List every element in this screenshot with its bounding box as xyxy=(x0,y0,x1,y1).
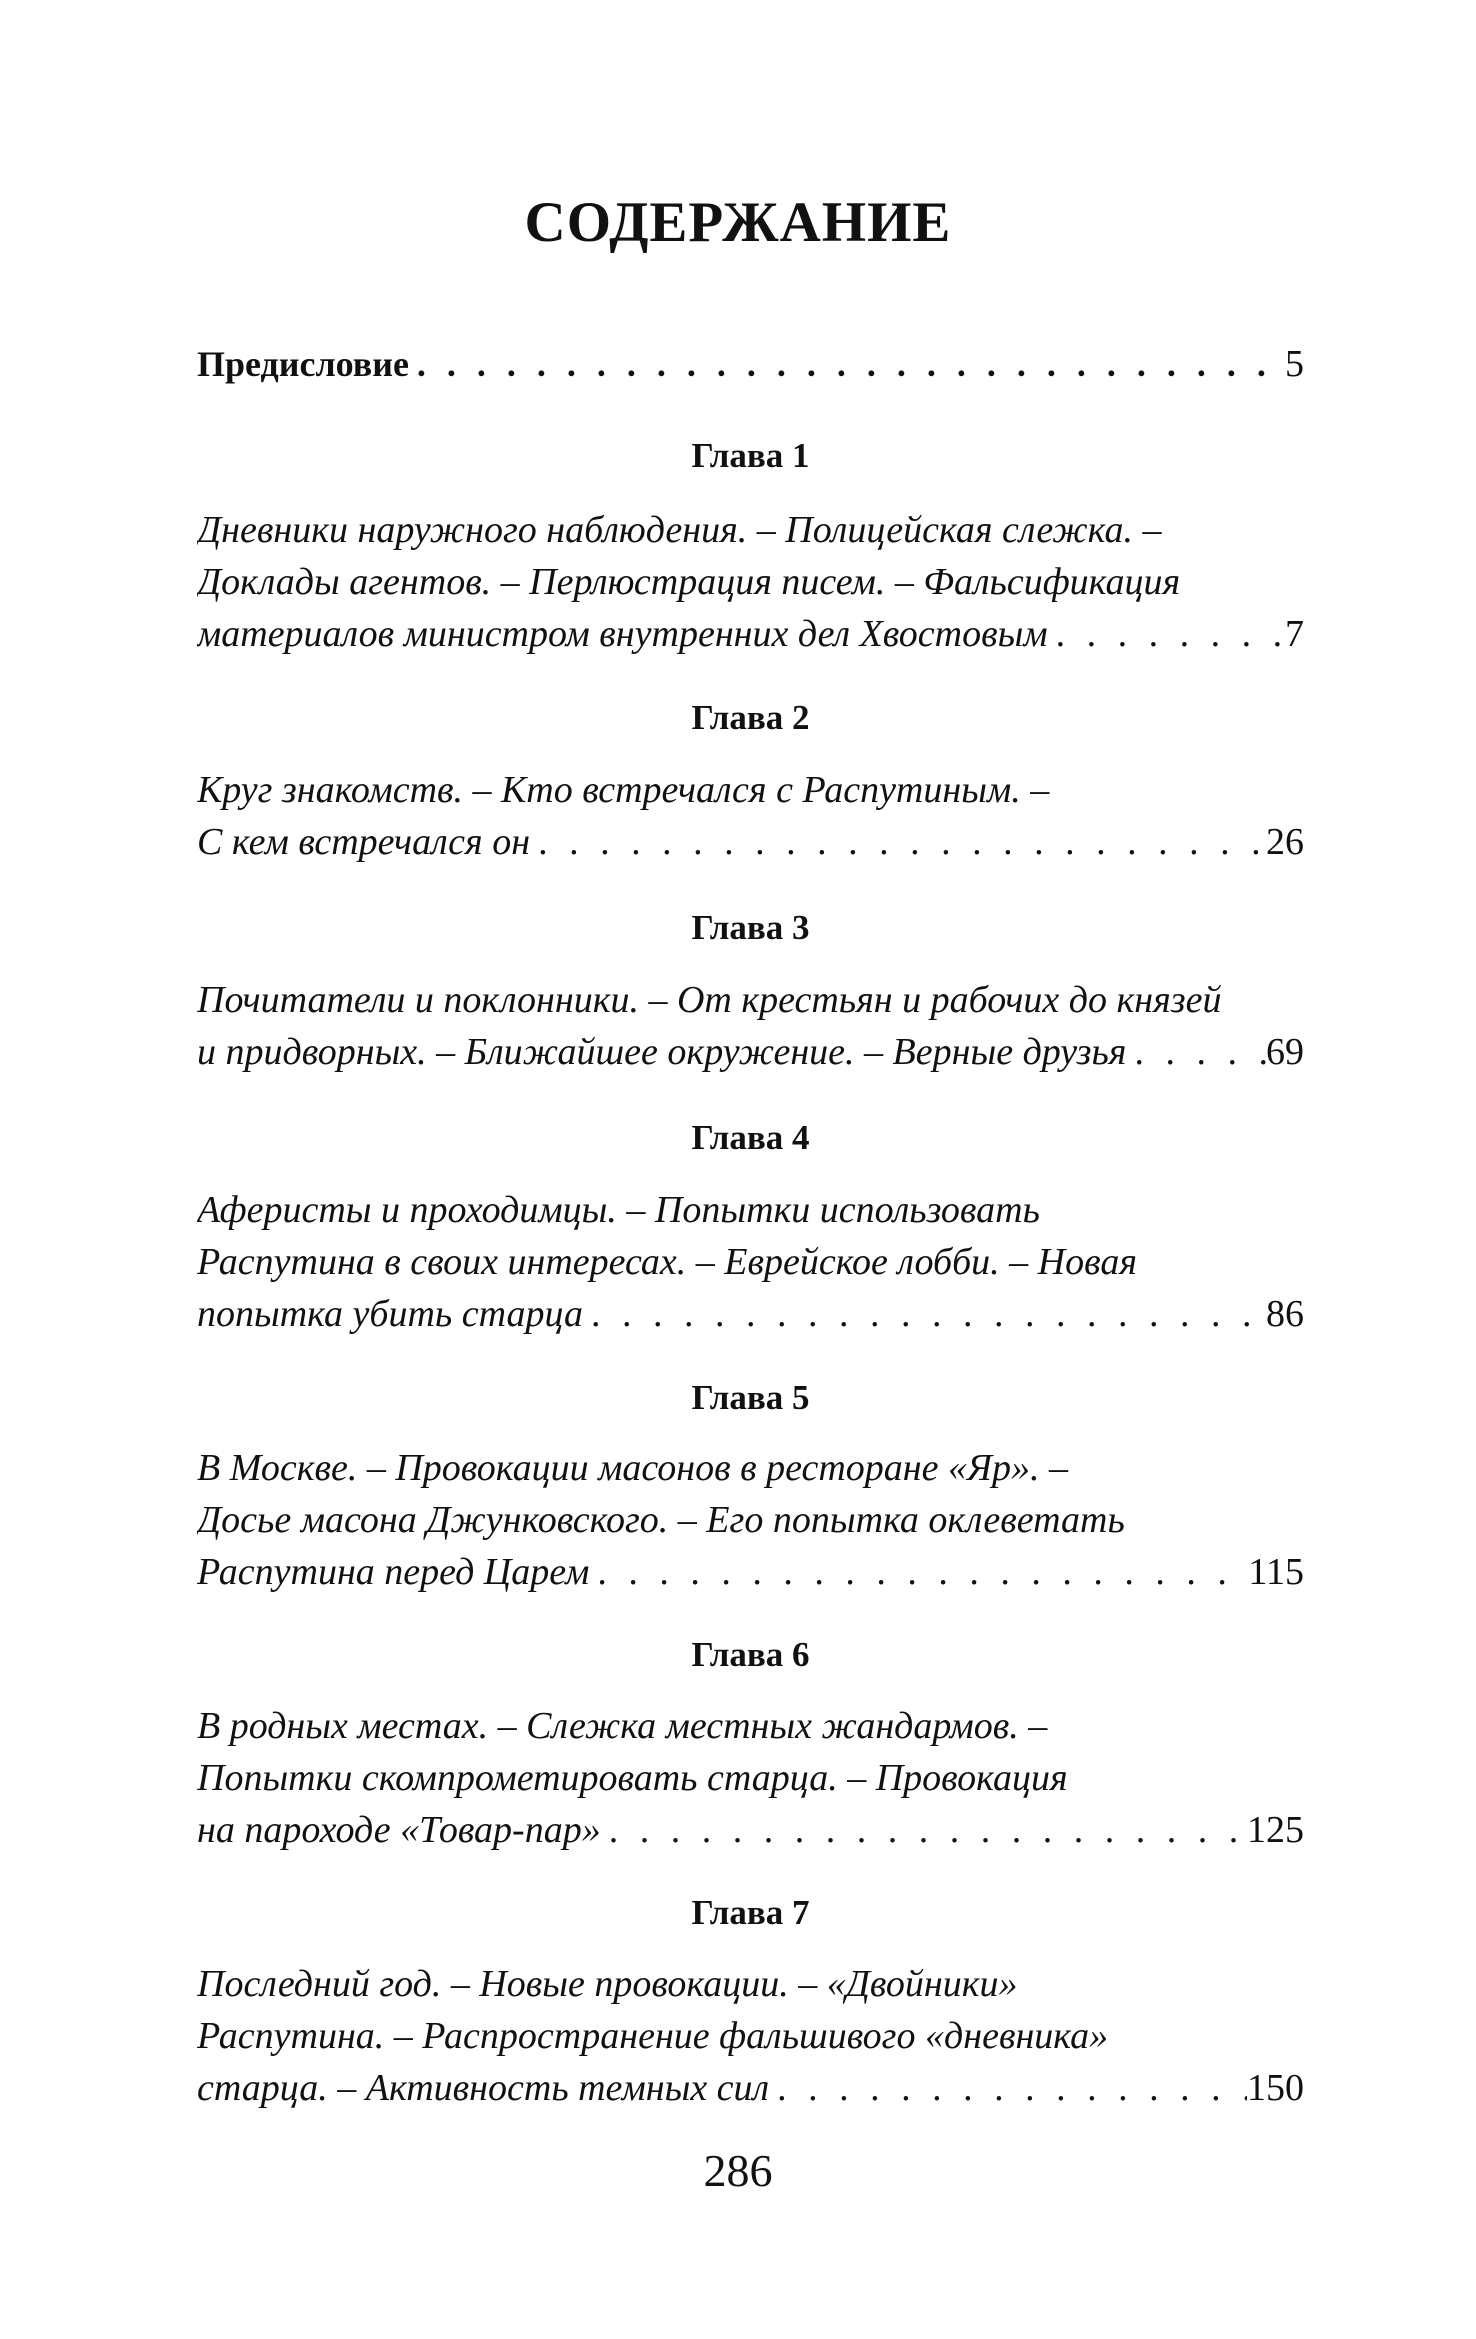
leader-dots xyxy=(409,338,1285,390)
chapter-4-line-2: Распутина в своих интересах. – Еврейское лобби. – Новая xyxy=(197,1241,1138,1283)
chapter-6-line-2: Попытки скомпрометировать старца. – Провокация xyxy=(197,1757,1068,1799)
chapter-7-heading: Глава 7 xyxy=(691,1893,810,1932)
leader-dots xyxy=(1048,608,1285,660)
chapter-4-line-3: попытка убить старца xyxy=(197,1293,583,1335)
page-title: СОДЕРЖАНИЕ xyxy=(524,191,952,254)
chapter-6-page: 125 xyxy=(1247,1809,1304,1851)
chapter-6-line-1: В родных местах. – Слежка местных жандармов. – xyxy=(197,1705,1048,1747)
page-number: 286 xyxy=(703,2145,773,2196)
chapter-2-heading: Глава 2 xyxy=(691,698,810,737)
leader-dots xyxy=(530,816,1266,868)
chapter-4-page: 86 xyxy=(1266,1293,1304,1335)
chapter-5-heading: Глава 5 xyxy=(691,1378,810,1417)
chapter-2-page: 26 xyxy=(1266,821,1304,863)
chapter-1-line-2: Доклады агентов. – Перлюстрация писем. – Фальсификация xyxy=(197,561,1181,603)
chapter-7-line-1: Последний год. – Новые провокации. – «Двойники» xyxy=(197,1963,1018,2005)
leader-dots xyxy=(601,1804,1247,1856)
chapter-2-line-1: Круг знакомств. – Кто встречался с Распутиным. – xyxy=(197,769,1050,811)
toc-entry-chapter-1 xyxy=(197,504,1304,660)
chapter-1-line-3: материалов министром внутренних дел Хвостовым xyxy=(197,613,1048,655)
chapter-7-page: 150 xyxy=(1247,2067,1304,2109)
chapter-1-line-1: Дневники наружного наблюдения. – Полицейская слежка. – xyxy=(197,509,1162,551)
chapter-1-page: 7 xyxy=(1285,613,1304,655)
chapter-2-line-2: С кем встречался он xyxy=(197,821,531,863)
chapter-3-line-2: и придворных. – Ближайшее окружение. – Верные друзья xyxy=(197,1031,1127,1073)
toc-entry-chapter-6 xyxy=(197,1700,1304,1856)
chapter-7-line-2: Распутина. – Распространение фальшивого «дневника» xyxy=(197,2015,1109,2057)
toc-entry-chapter-5 xyxy=(197,1442,1304,1598)
preface-label: Предисловие xyxy=(197,344,409,384)
chapter-3-page: 69 xyxy=(1266,1031,1304,1073)
leader-dots xyxy=(589,1546,1248,1598)
chapter-3-heading: Глава 3 xyxy=(691,908,810,947)
chapter-4-line-1: Аферисты и проходимцы. – Попытки использовать xyxy=(197,1189,1040,1231)
chapter-5-line-3: Распутина перед Царем xyxy=(197,1551,590,1593)
chapter-3-line-1: Почитатели и поклонники. – От крестьян и рабочих до князей xyxy=(197,979,1222,1021)
chapter-5-line-2: Досье масона Джунковского. – Его попытка оклеветать xyxy=(197,1499,1125,1541)
chapter-5-page: 115 xyxy=(1248,1551,1304,1593)
leader-dots xyxy=(583,1288,1266,1340)
chapter-5-line-1: В Москве. – Провокации масонов в ресторане «Яр». – xyxy=(197,1447,1068,1489)
chapter-6-line-3: на пароходе «Товар-пар» xyxy=(197,1809,601,1851)
toc-entry-chapter-4 xyxy=(197,1184,1304,1340)
leader-dots xyxy=(769,2062,1247,2114)
toc-entry-chapter-2 xyxy=(197,764,1304,868)
chapter-6-heading: Глава 6 xyxy=(691,1635,810,1674)
toc-entry-preface xyxy=(197,338,1304,390)
leader-dots xyxy=(1126,1026,1266,1078)
chapter-7-line-3: старца. – Активность темных сил xyxy=(197,2067,770,2109)
chapter-4-heading: Глава 4 xyxy=(691,1118,810,1157)
chapter-1-heading: Глава 1 xyxy=(691,436,810,475)
toc-entry-chapter-7 xyxy=(197,1958,1304,2114)
toc-entry-chapter-3 xyxy=(197,974,1304,1078)
preface-page: 5 xyxy=(1285,343,1304,385)
